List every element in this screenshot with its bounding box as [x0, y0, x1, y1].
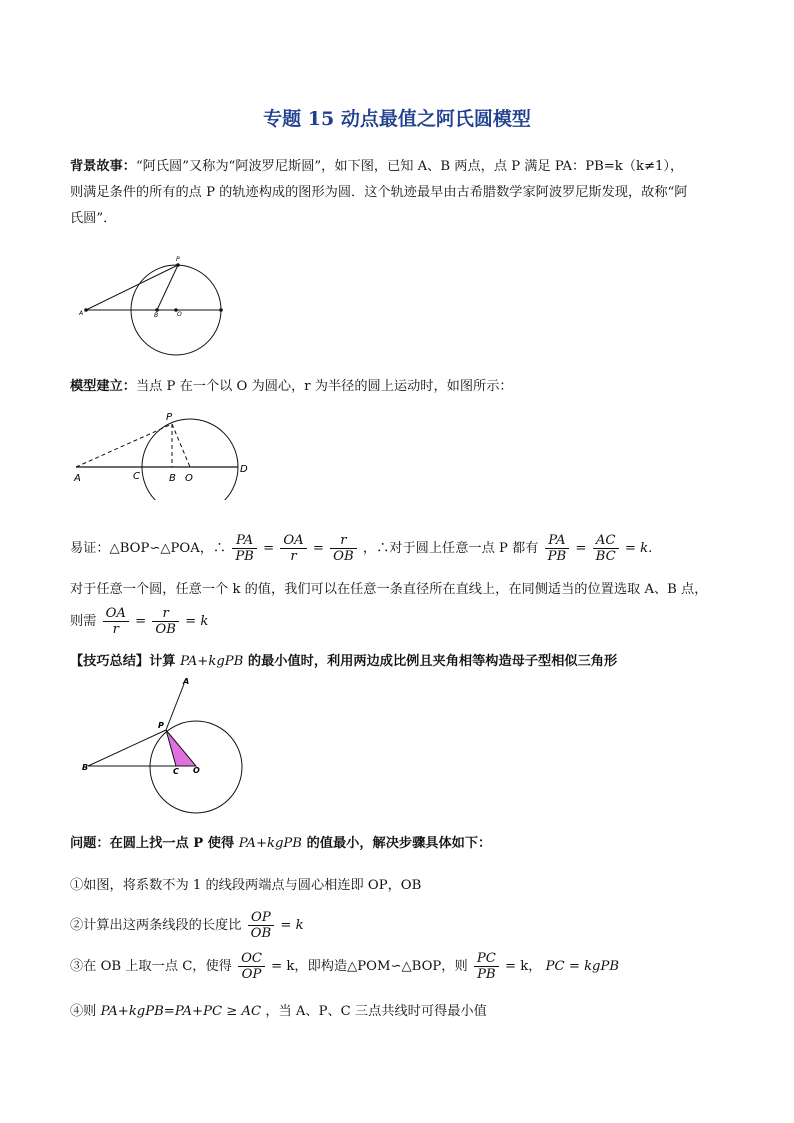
fig2-dashed-po: [172, 424, 190, 467]
proof-fraction-pa-pb: $\frac{PA}{PB}$: [232, 533, 257, 564]
fig1-label-p: P: [176, 256, 180, 263]
question-label: 问题：: [70, 836, 110, 851]
model-paragraph: [70, 374, 730, 400]
model-label: 模型建立：: [70, 379, 136, 394]
any-end: = k: [185, 614, 209, 629]
step-3-fraction-pc-pb: $\frac{PC}{PB}$: [474, 951, 499, 982]
fig1-point-a: [84, 308, 88, 312]
step-3-mid: = k，即构造△POM∽△BOP，则: [271, 959, 468, 974]
background-text-1: “阿氏圆”又称为“阿波罗尼斯圆”，如下图，已知 A、B 两点，点 P 满足 PA：PB=k（k≠1），: [135, 159, 684, 174]
step-3: [70, 951, 619, 982]
step-2-prefix: ②计算出这两条线段的长度比: [70, 918, 242, 933]
fig2-label-a: A: [74, 473, 81, 484]
fig2-label-b: B: [169, 473, 176, 484]
proof-fraction-ac-bc: $\frac{AC}{BC}$: [593, 533, 619, 564]
proof-fraction-oa-r: $\frac{OA}{r}$: [280, 533, 306, 564]
fig2-label-p: P: [166, 412, 173, 423]
proof-mid: ，∴对于圆上任意一点 P 都有: [362, 541, 539, 556]
question-line: [70, 832, 491, 851]
proof-fraction-r-ob: $\frac{r}{OB}$: [330, 533, 357, 564]
fig1-label-b: B: [154, 312, 159, 319]
fig1-label-o: O: [177, 311, 182, 318]
fig2-dashed-ap: [76, 424, 172, 467]
step-4-prefix: ④则: [70, 1004, 97, 1019]
tip-label: 【技巧总结】: [70, 654, 150, 669]
any-fraction-r-ob: $\frac{r}{OB}$: [152, 606, 179, 637]
background-text-2: 则满足条件的所有的点 P 的轨迹构成的图形为圆．这个轨迹最早由古希腊数学家阿波罗尼斯发现，故称“阿: [70, 185, 688, 200]
figure-model-setup: [70, 408, 260, 500]
figure-mother-child-triangles: [76, 674, 248, 814]
fig3-label-b: B: [82, 763, 89, 772]
fig3-label-p: P: [158, 721, 164, 730]
step-4-expression: PA+kgPB=PA+PC ≥ AC: [100, 1004, 262, 1019]
step-2-fraction-op-ob: $\frac{OP}{OB}$: [248, 910, 275, 941]
question-expression: PA+kgPB: [238, 836, 302, 851]
step-2-end: = k: [280, 918, 304, 933]
fig2-label-o: O: [185, 473, 193, 484]
tip-pre: 计算: [149, 654, 176, 669]
any-circle-condition: [70, 606, 208, 637]
question-post: 的值最小，解决步骤具体如下：: [306, 836, 492, 851]
step-2: [70, 910, 304, 941]
figure-apollonius-circle: [74, 250, 234, 360]
fig1-point-p: [176, 263, 180, 267]
proof-fraction-pa-pb-2: $\frac{PA}{PB}$: [545, 533, 570, 564]
fig2-circle: [142, 419, 238, 500]
fig2-label-c: C: [133, 471, 140, 482]
step-3-fraction-oc-op: $\frac{OC}{OP}$: [238, 951, 265, 982]
step-4-post: ，当 A、P、C 三点共线时可得最小值: [265, 1004, 487, 1019]
fig3-label-a: A: [183, 677, 190, 686]
proof-eq-2: =: [312, 541, 324, 556]
fig3-label-o: O: [193, 766, 200, 775]
fig2-label-d: D: [240, 464, 248, 475]
proof-end: = k.: [624, 541, 653, 556]
any-circle-text: 对于任意一个圆，任意一个 k 的值，我们可以在任意一条直径所在直线上，在同侧适当的位置选取 A、B 点，: [70, 582, 708, 597]
page-title: 专题 15 动点最值之阿氏圆模型: [263, 108, 531, 130]
tip-post: 的最小值时，利用两边成比例且夹角相等构造母子型相似三角形: [247, 654, 618, 669]
step-4: [70, 1000, 487, 1019]
proof-eq-1: =: [263, 541, 275, 556]
background-text-3: 氏圆”．: [70, 211, 117, 226]
tip-expression: PA+kgPB: [180, 654, 244, 669]
fig1-segment-bp: [157, 265, 178, 310]
fig3-shaded-triangle: [166, 730, 196, 766]
tip-summary: [70, 650, 617, 669]
proof-eq-3: =: [575, 541, 587, 556]
fig1-point-end: [219, 308, 223, 312]
any-prefix: 则需: [70, 614, 97, 629]
fig1-label-a: A: [79, 310, 84, 317]
question-pre: 在圆上找一点 P 使得: [109, 836, 235, 851]
model-text: 当点 P 在一个以 O 为圆心，r 为半径的圆上运动时，如图所示：: [135, 379, 513, 394]
background-label: 背景故事：: [70, 159, 136, 174]
step-3-expression: PC = kgPB: [545, 959, 620, 974]
background-paragraph: [70, 154, 730, 232]
proof-prefix: 易证：△BOP∽△POA，∴: [70, 541, 227, 556]
any-eq: =: [135, 614, 147, 629]
proof-line: [70, 533, 652, 564]
any-fraction-oa-r: $\frac{OA}{r}$: [103, 606, 129, 637]
fig3-label-c: C: [173, 767, 179, 776]
step-1: ①如图，将系数不为 1 的线段两端点与圆心相连即 OP，OB: [70, 878, 422, 893]
step-3-prefix: ③在 OB 上取一点 C，使得: [70, 959, 232, 974]
step-3-end: = k，: [505, 959, 542, 974]
